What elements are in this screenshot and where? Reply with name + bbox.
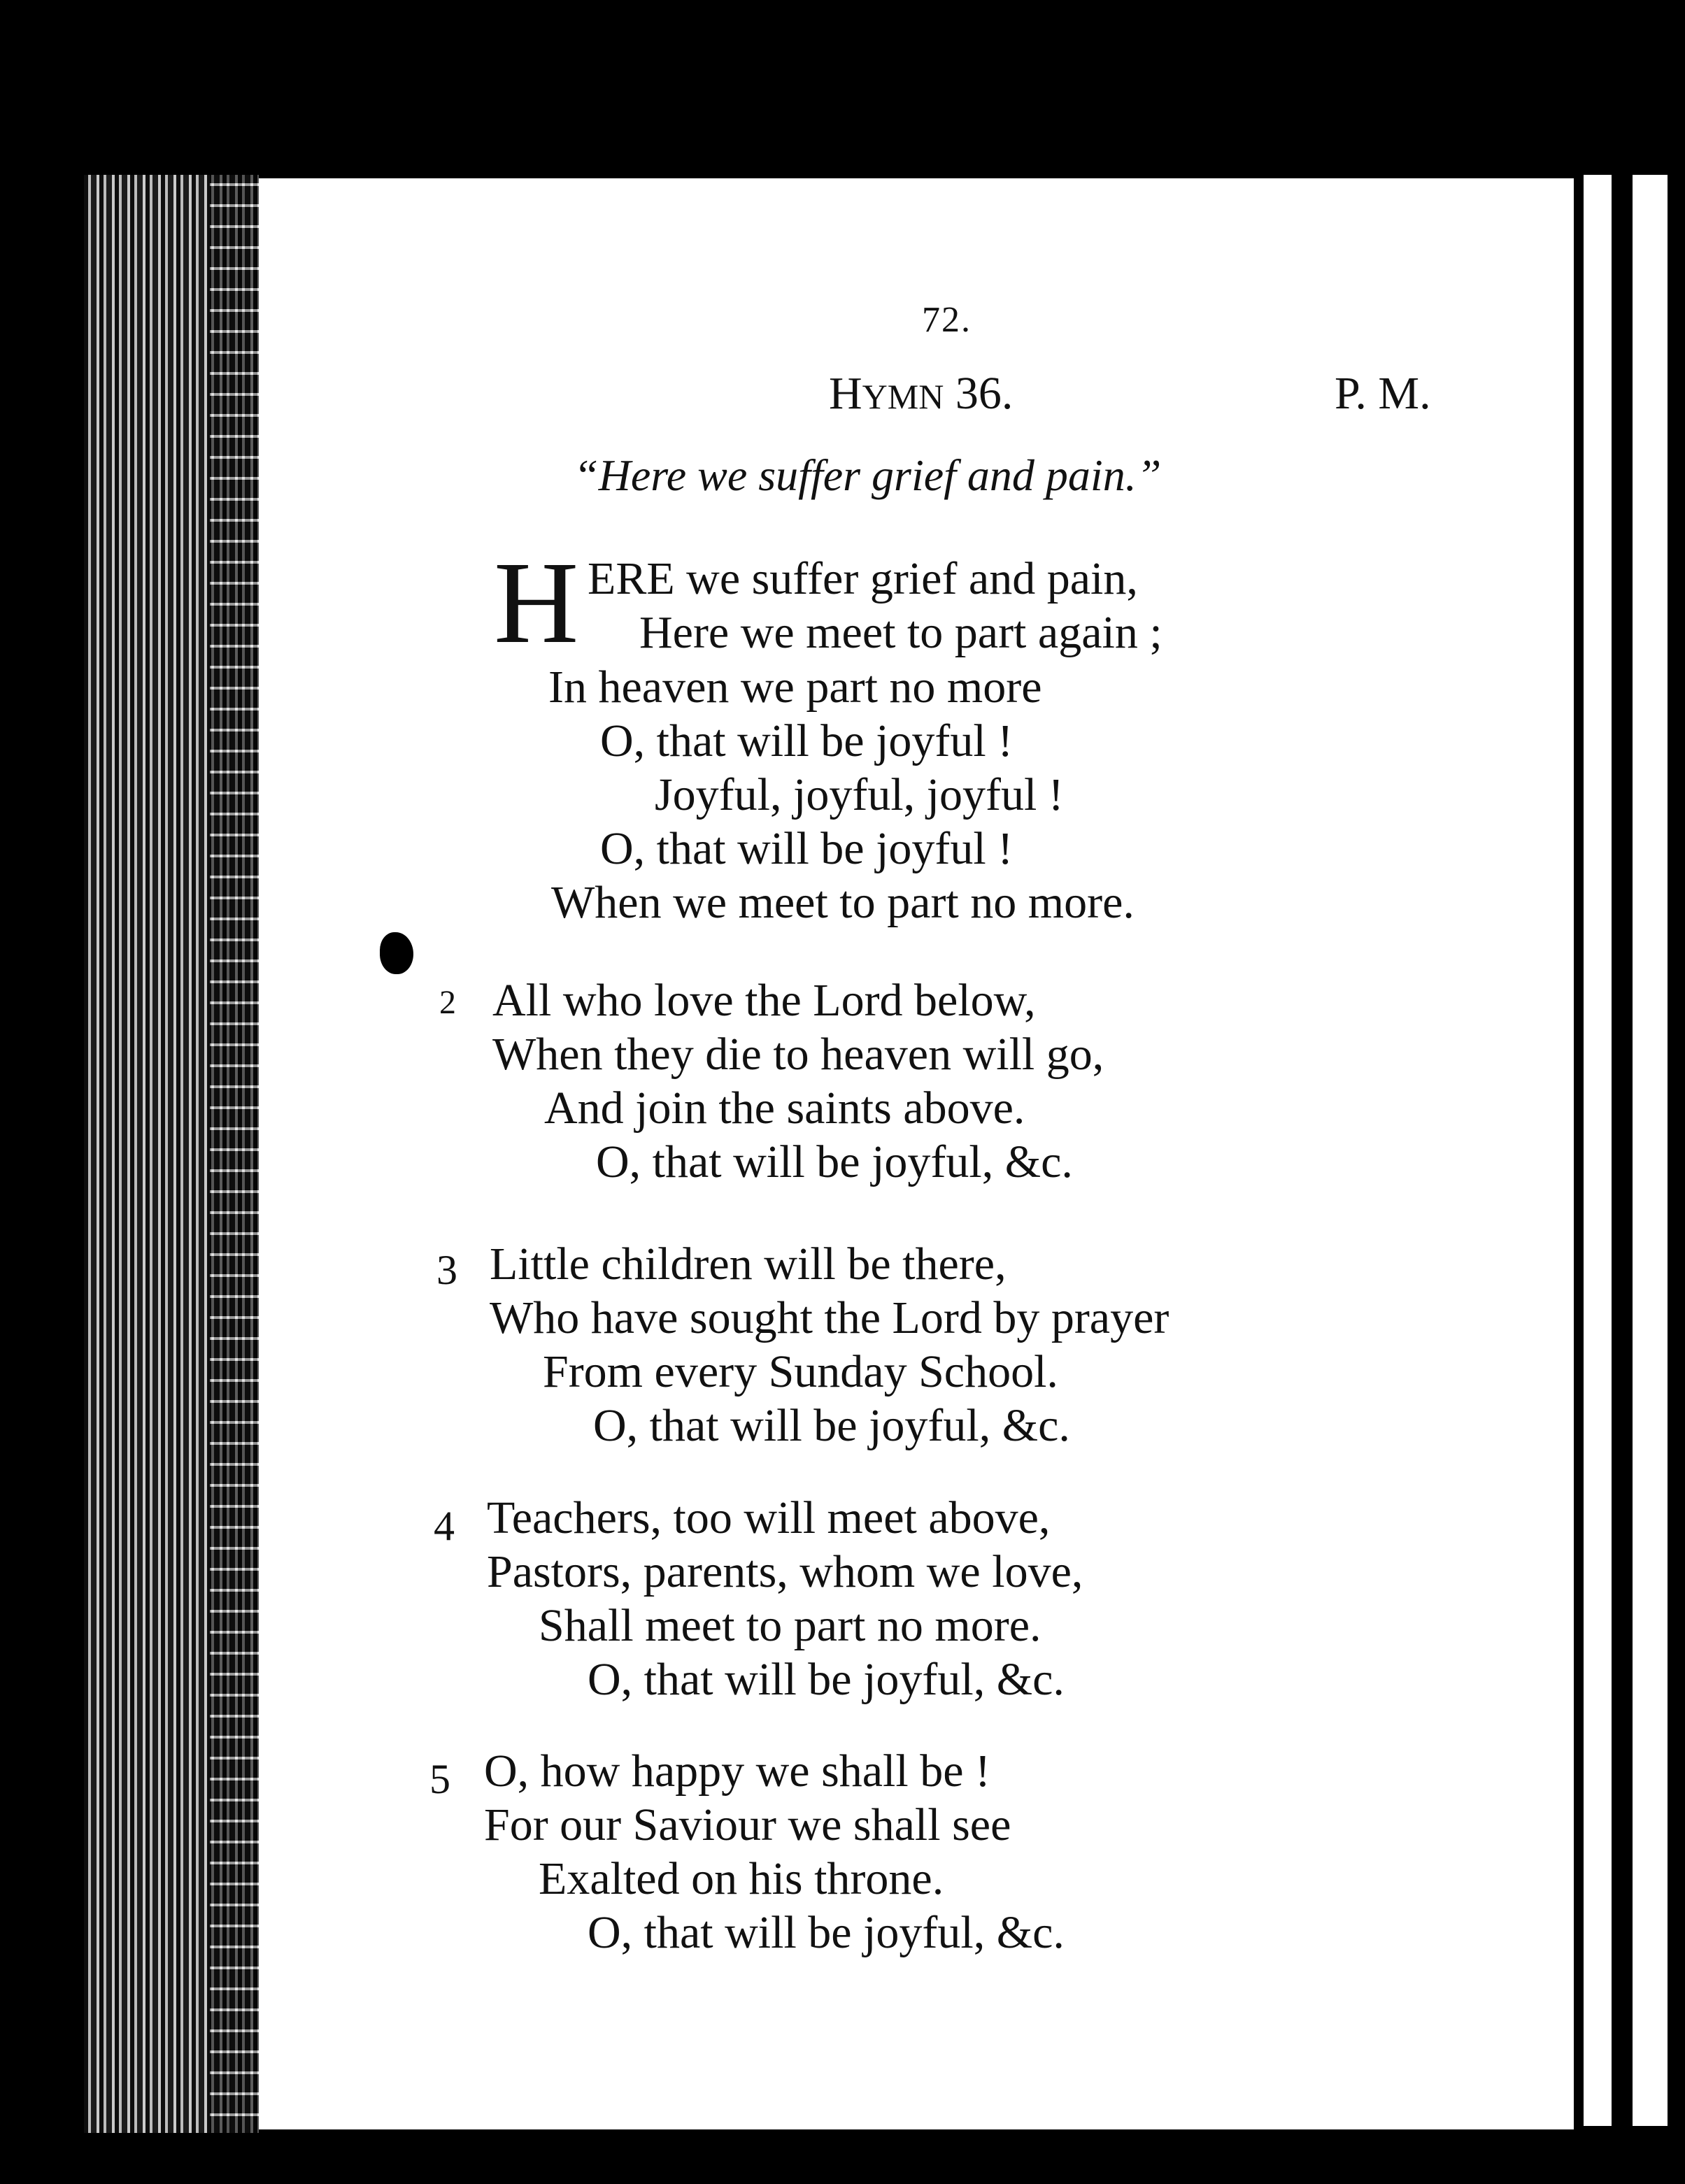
verse-line: For our Saviour we shall see — [484, 1799, 1011, 1850]
meter-label: P. M. — [1335, 368, 1431, 419]
verse-line: Little children will be there, — [490, 1239, 1007, 1290]
verse-line: O, that will be joyful, &c. — [588, 1907, 1065, 1958]
verse-number: 2 — [439, 984, 456, 1021]
verse-line: O, that will be joyful, &c. — [596, 1136, 1073, 1187]
verse-number: 5 — [429, 1756, 450, 1802]
drop-cap: H — [494, 538, 579, 668]
verse-line: O, that will be joyful ! — [600, 715, 1014, 766]
verse-line: Teachers, too will meet above, — [487, 1492, 1051, 1543]
verse-line: O, that will be joyful, &c. — [588, 1654, 1065, 1705]
verse-line: O, that will be joyful ! — [600, 823, 1014, 874]
verse-line: All who love the Lord below, — [492, 975, 1036, 1026]
first-line-title: “Here we suffer grief and pain.” — [574, 450, 1162, 500]
verse-line: Who have sought the Lord by prayer — [490, 1292, 1169, 1343]
verse-line: O, that will be joyful, &c. — [593, 1400, 1070, 1451]
verse-line: In heaven we part no more — [548, 662, 1042, 713]
verse-line: When we meet to part no more. — [551, 877, 1135, 928]
page-number: 72. — [922, 300, 972, 340]
verse-line: Shall meet to part no more. — [539, 1600, 1041, 1651]
hymn-heading — [829, 368, 1014, 419]
verse-line: And join the saints above. — [544, 1083, 1025, 1134]
verse-number: 3 — [436, 1247, 457, 1293]
verse-line: Joyful, joyful, joyful ! — [655, 769, 1064, 820]
verse-line: When they die to heaven will go, — [492, 1029, 1104, 1080]
verse-line: O, how happy we shall be ! — [484, 1746, 991, 1797]
verse-line: From every Sunday School. — [543, 1346, 1058, 1397]
hymn-number: 36. — [955, 368, 1014, 419]
verse-line: Pastors, parents, whom we love, — [487, 1546, 1083, 1597]
hymn-initial: H — [829, 368, 862, 419]
verse-line: Exalted on his throne. — [539, 1853, 944, 1904]
left-page-edge-shadow — [210, 175, 266, 2133]
right-page-edge — [1574, 175, 1612, 2126]
right-page-strip — [1630, 175, 1668, 2126]
verse-number: 4 — [434, 1503, 455, 1549]
ink-blot — [380, 932, 413, 974]
verse-line: Here we meet to part again ; — [639, 607, 1163, 658]
hymn-word-rest: YMN — [862, 377, 944, 416]
verse-line: ERE we suffer grief and pain, — [588, 553, 1138, 604]
